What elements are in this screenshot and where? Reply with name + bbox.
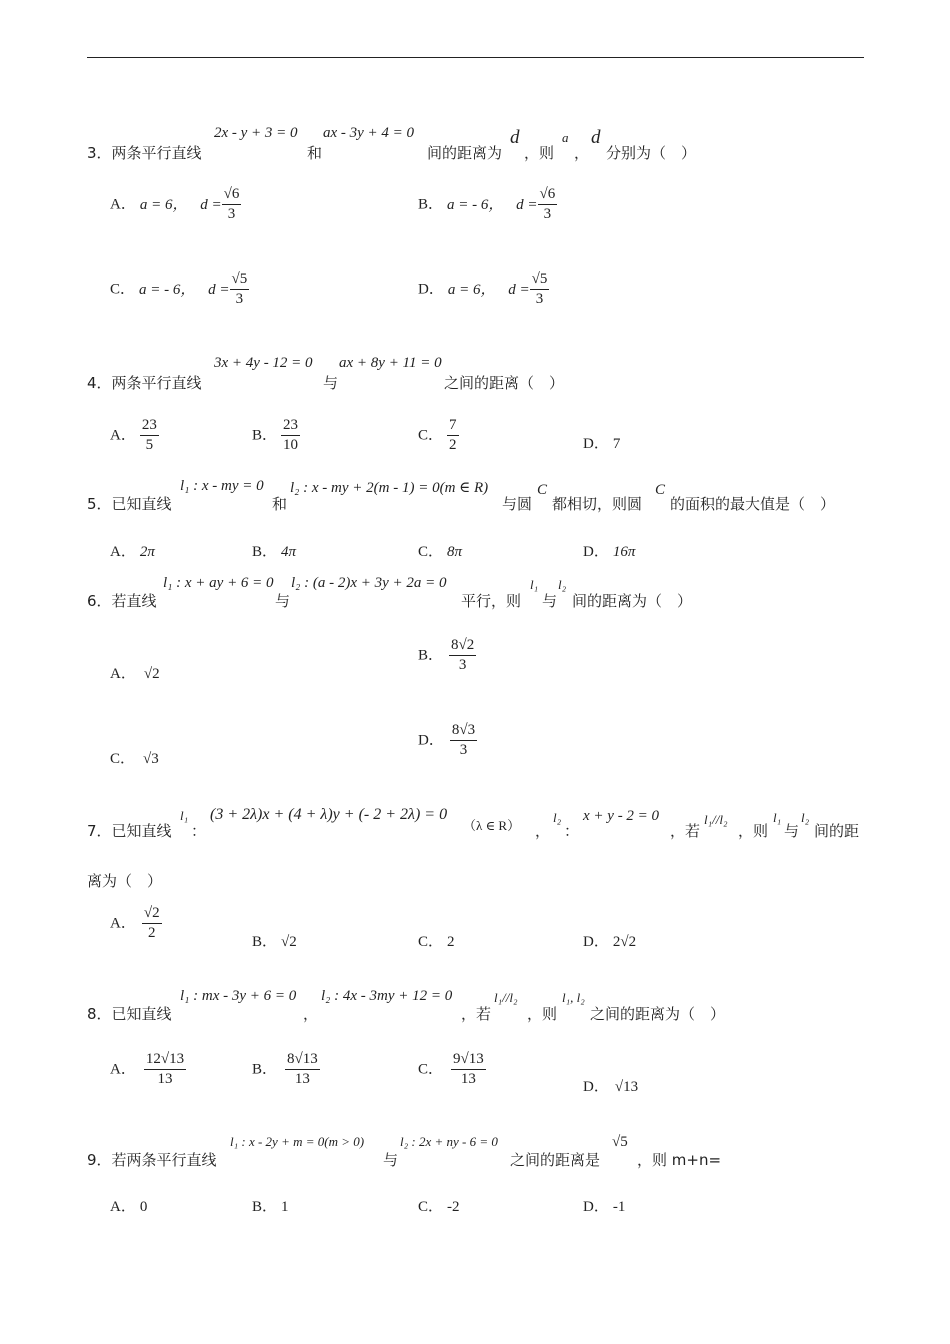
q6-text-parallel: 平行，则 (461, 592, 522, 610)
q6-stem-end: 间的距离为（ ） (572, 592, 693, 610)
fraction: $\frac{8√2}{3}$ (451, 637, 475, 673)
q5-symbol-c: C (537, 482, 548, 498)
q3-symbol-d: d (510, 127, 520, 148)
q7-separator: ， (535, 822, 551, 840)
q4-option-a[interactable]: A． $\frac{23}{5}$ (110, 417, 157, 453)
q8-option-d[interactable]: D． √13 (583, 1079, 639, 1095)
q6-symbol-l2: l₂ (558, 577, 567, 592)
q7-line2-equation: x + y - 2 = 0 (583, 808, 660, 824)
q5-line2-equation: l₂ : x - my + 2(m - 1) = 0(m ∈ R) (290, 480, 489, 496)
q7-option-d[interactable]: D． 2√2 (583, 934, 637, 950)
q4-line1-equation: 3x + 4y - 12 = 0 (214, 355, 313, 371)
q5-line1-equation: l₁ : x - my = 0 (180, 478, 264, 494)
q4-option-d[interactable]: D． 7 (583, 436, 621, 452)
q7-symbol-l1: l₁ (180, 808, 189, 823)
q3-comma: ， (574, 144, 590, 162)
q3-line2-equation: ax - 3y + 4 = 0 (323, 125, 415, 141)
q9-text-distance: 之间的距离是 (510, 1151, 601, 1169)
q7-symbol-l1-b: l₁ (773, 810, 782, 825)
fraction: $\frac{12√13}{13}$ (145, 1051, 185, 1087)
q9-option-a[interactable]: A． 0 (110, 1199, 148, 1215)
q8-line-pair: l₁, l₂ (562, 990, 585, 1005)
q5-option-b[interactable]: B． 4π (252, 544, 297, 560)
q3-text-then: ，则 (524, 144, 555, 162)
q7-line1-equation: (3 + 2λ)x + (4 + λ)y + (- 2 + 2λ) = 0 (210, 806, 448, 823)
q7-symbol-l2: l₂ (553, 810, 562, 825)
q6-option-d[interactable]: D． $\frac{8√3}{3}$ (418, 722, 476, 758)
q5-text-circle: 与圆 (502, 495, 533, 513)
q6-text-and: 与 (542, 592, 558, 610)
q5-stem-end: 的面积的最大值是（ ） (670, 495, 836, 513)
q9-stem-end: ，则 m+n= (637, 1151, 722, 1169)
q7-stem-start: 7．已知直线 (87, 822, 172, 840)
q3-symbol-d-2: d (591, 127, 601, 148)
q8-option-b[interactable]: B． $\frac{8√13}{13}$ (252, 1051, 318, 1087)
q3-symbol-a: a (562, 130, 569, 145)
q7-colon: ： (191, 822, 207, 840)
fraction: $\frac{7}{2}$ (449, 417, 457, 453)
q6-symbol-l1: l₁ (530, 577, 539, 592)
q4-option-b[interactable]: B． $\frac{23}{10}$ (252, 417, 299, 453)
q3-text-and: 和 (307, 144, 323, 162)
q5-option-d[interactable]: D． 16π (583, 544, 636, 560)
fraction: $\frac{9√13}{13}$ (453, 1051, 484, 1087)
q3-option-c[interactable]: C． a = - 6， d = $\frac{√5}{3}$ (110, 271, 248, 307)
q8-stem-end: 之间的距离为（ ） (590, 1005, 726, 1023)
q6-line1-equation: l₁ : x + ay + 6 = 0 (163, 575, 274, 591)
q5-symbol-c-2: C (655, 482, 666, 498)
q7-option-a[interactable]: A． $\frac{√2}{2}$ (110, 905, 160, 941)
q8-separator: ， (303, 1005, 319, 1023)
q9-option-b[interactable]: B． 1 (252, 1199, 289, 1215)
q7-parallel-condition: l₁//l₂ (704, 812, 728, 827)
q5-stem-start: 5．已知直线 (87, 495, 172, 513)
fraction: $\frac{√6}{3}$ (223, 186, 240, 222)
q6-option-c[interactable]: C． √3 (110, 751, 159, 767)
q4-line2-equation: ax + 8y + 11 = 0 (339, 355, 442, 371)
q8-stem-start: 8．已知直线 (87, 1005, 172, 1023)
q3-stem-end: 分别为（ ） (606, 144, 697, 162)
q5-option-a[interactable]: A． 2π (110, 544, 155, 560)
q9-option-c[interactable]: C． -2 (418, 1199, 460, 1215)
q8-parallel-condition: l₁//l₂ (494, 990, 518, 1005)
q4-text-with: 与 (323, 374, 339, 392)
q9-distance-value: √5 (612, 1134, 628, 1150)
q6-stem-start: 6．若直线 (87, 592, 157, 610)
fraction: $\frac{√5}{3}$ (531, 271, 548, 307)
q8-text-then: ，则 (527, 1005, 558, 1023)
q3-option-d[interactable]: D． a = 6， d = $\frac{√5}{3}$ (418, 271, 548, 307)
q8-line2-equation: l₂ : 4x - 3my + 12 = 0 (321, 988, 453, 1004)
q6-text-with: 与 (275, 592, 291, 610)
q3-stem-start: 3．两条平行直线 (87, 144, 202, 162)
q6-option-a[interactable]: A． √2 (110, 666, 160, 682)
q8-option-a[interactable]: A． $\frac{12√13}{13}$ (110, 1051, 185, 1087)
q8-text-if: ，若 (461, 1005, 492, 1023)
fraction: $\frac{√2}{2}$ (143, 905, 160, 941)
q3-option-a[interactable]: A． a = 6， d = $\frac{√6}{3}$ (110, 186, 240, 222)
q5-text-and: 和 (272, 495, 288, 513)
q7-condition: （λ ∈ R） (463, 818, 521, 833)
q4-option-c[interactable]: C． $\frac{7}{2}$ (418, 417, 457, 453)
header-rule (87, 57, 864, 58)
q6-line2-equation: l₂ : (a - 2)x + 3y + 2a = 0 (291, 575, 447, 591)
q7-colon-2: ： (564, 822, 580, 840)
q7-text-and: 与 (784, 822, 800, 840)
q7-option-b[interactable]: B． √2 (252, 934, 297, 950)
q7-text-if: ，若 (670, 822, 701, 840)
q5-text-tangent: 都相切，则圆 (552, 495, 643, 513)
q7-option-c[interactable]: C． 2 (418, 934, 455, 950)
fraction: $\frac{8√3}{3}$ (451, 722, 476, 758)
fraction: $\frac{23}{10}$ (283, 417, 299, 453)
q7-text-dist: 间的距 (814, 822, 860, 840)
q6-option-b[interactable]: B． $\frac{8√2}{3}$ (418, 637, 475, 673)
q3-option-b[interactable]: B． a = - 6， d = $\frac{√6}{3}$ (418, 186, 556, 222)
q4-stem-start: 4．两条平行直线 (87, 374, 202, 392)
fraction: $\frac{23}{5}$ (141, 417, 157, 453)
fraction: $\frac{8√13}{13}$ (287, 1051, 318, 1087)
fraction: $\frac{√6}{3}$ (539, 186, 556, 222)
fraction: $\frac{√5}{3}$ (231, 271, 248, 307)
q9-text-with: 与 (383, 1151, 399, 1169)
q9-stem-start: 9．若两条平行直线 (87, 1151, 217, 1169)
q9-option-d[interactable]: D． -1 (583, 1199, 626, 1215)
q8-line1-equation: l₁ : mx - 3y + 6 = 0 (180, 988, 297, 1004)
q8-option-c[interactable]: C． $\frac{9√13}{13}$ (418, 1051, 484, 1087)
q3-text-distance: 间的距离为 (427, 144, 503, 162)
q7-symbol-l2-b: l₂ (801, 810, 810, 825)
q9-line1-equation: l₁ : x - 2y + m = 0(m > 0) (230, 1134, 365, 1149)
q7-stem-end: 离为（ ） (87, 872, 163, 890)
q3-line1-equation: 2x - y + 3 = 0 (214, 125, 298, 141)
q7-text-then: ，则 (738, 822, 769, 840)
q5-option-c[interactable]: C． 8π (418, 544, 463, 560)
q4-stem-end: 之间的距离（ ） (444, 374, 565, 392)
q9-line2-equation: l₂ : 2x + ny - 6 = 0 (400, 1134, 498, 1149)
